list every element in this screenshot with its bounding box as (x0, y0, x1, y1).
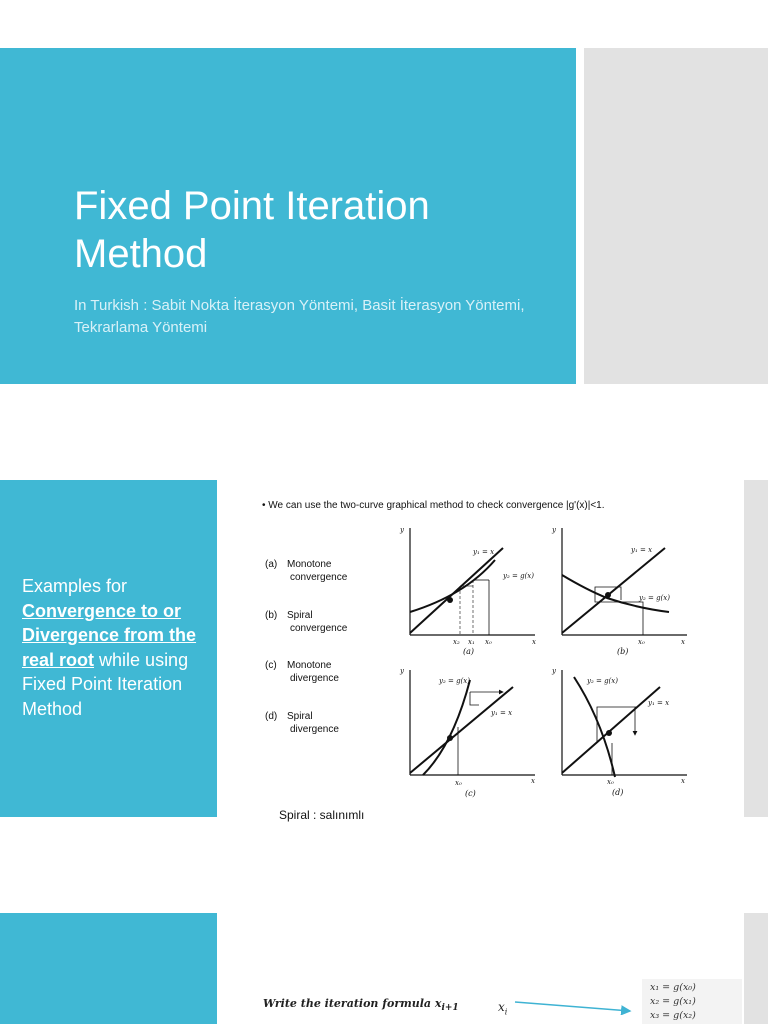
svg-text:y₁ = x: y₁ = x (631, 546, 653, 554)
svg-text:y₂ = g(x): y₂ = g(x) (503, 572, 534, 580)
iteration-item: x₃ = g(x₂) (650, 1010, 696, 1021)
legend-item-a: (a) Monotone convergence (265, 559, 348, 583)
examples-suffix: while using Fixed Point Iteration Method (22, 649, 189, 719)
legend-item-c: (c) Monotone divergence (265, 660, 339, 684)
examples-text (22, 574, 212, 721)
formula-xi: $x_i$ (498, 1000, 508, 1017)
svg-text:x: x (532, 638, 536, 646)
spiral-note: Spiral : salınımlı (279, 808, 365, 822)
svg-text:x: x (681, 638, 685, 646)
convergence-graphs-figure (395, 520, 695, 800)
graph-b (551, 526, 687, 656)
svg-text:x: x (681, 777, 685, 785)
formula-arrow (512, 995, 637, 1015)
svg-text:y: y (400, 526, 404, 534)
two-curve-bullet: • We can use the two-curve graphical method to check convergence (262, 500, 564, 511)
svg-text:x₀: x₀ (455, 779, 462, 787)
examples-prefix: Examples for (22, 576, 128, 596)
svg-text:y: y (400, 667, 404, 675)
legend-item-b: (b) Spiral convergence (265, 610, 348, 634)
svg-text:y₁ = x: y₁ = x (473, 548, 495, 556)
title-slide-side-panel (584, 48, 768, 384)
svg-text:(b): (b) (617, 647, 629, 656)
graph-a (399, 526, 536, 656)
graph-c (399, 667, 535, 798)
svg-text:y₁ = x: y₁ = x (491, 709, 513, 717)
iteration-list (642, 979, 742, 1024)
iteration-item: x₁ = g(x₀) (650, 982, 696, 993)
svg-text:x₀: x₀ (607, 778, 614, 786)
svg-text:y₂ = g(x): y₂ = g(x) (587, 677, 618, 685)
iteration-item: x₂ = g(x₁) (650, 996, 696, 1007)
iteration-formula-label: Write the iteration formula $x_{i+1}$ (263, 997, 459, 1014)
svg-text:x₂: x₂ (453, 638, 460, 646)
svg-text:y: y (552, 667, 556, 675)
slide2-right-strip (744, 480, 768, 817)
svg-text:y₂ = g(x): y₂ = g(x) (639, 594, 670, 602)
slide3-side-panel (0, 913, 217, 1024)
svg-text:x₀: x₀ (638, 638, 645, 646)
graph-d (551, 667, 687, 797)
svg-text:y: y (552, 526, 556, 534)
slide-subtitle: In Turkish : Sabit Nokta İterasyon Yöntemi, Basit İterasyon Yöntemi, Tekrarlama Yöntemi (74, 297, 525, 336)
svg-text:x₀: x₀ (485, 638, 492, 646)
svg-text:(a): (a) (463, 647, 475, 656)
svg-text:y₁ = x: y₁ = x (648, 699, 670, 707)
svg-text:x: x (531, 777, 535, 785)
convergence-condition: |g'(x)|<1. (566, 500, 605, 511)
legend-item-d: (d) Spiral divergence (265, 711, 339, 735)
svg-text:x₁: x₁ (468, 638, 475, 646)
slide-title: Fixed Point Iteration Method (74, 184, 430, 276)
examples-emphasis: Convergence to or Divergence from the real root (22, 600, 197, 670)
svg-text:(c): (c) (465, 789, 476, 798)
svg-text:y₂ = g(x): y₂ = g(x) (439, 677, 470, 685)
svg-text:(d): (d) (612, 788, 624, 797)
slide3-right-strip (744, 913, 768, 1024)
